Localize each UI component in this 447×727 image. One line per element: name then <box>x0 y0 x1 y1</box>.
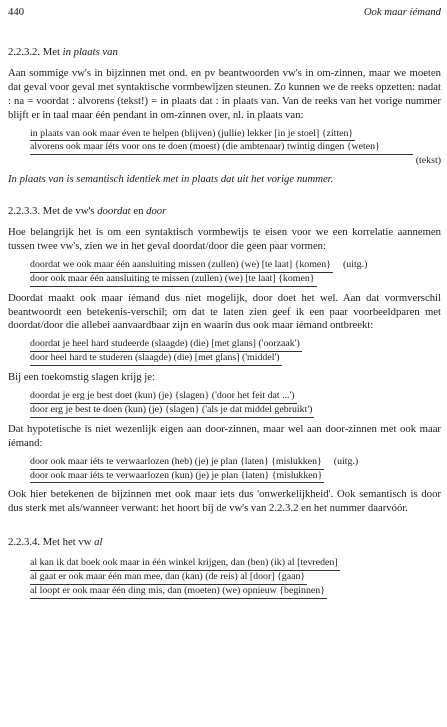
example-line: door ook maar één aansluiting te missen (zullen) (we) [te laat] {komen} <box>30 273 317 287</box>
source-note: (tekst) <box>415 155 441 167</box>
example-block <box>30 557 441 599</box>
example-line: al loopt er ook maar één ding mis, dan (moeten) (we) opnieuw {beginnen} <box>30 585 327 599</box>
running-header <box>8 6 441 20</box>
example-block <box>30 456 441 484</box>
example-block <box>30 390 441 418</box>
example-line: alvorens ook maar íéts voor ons te doen (moest) (die ambtenaar) twintig dingen {weten} <box>30 141 413 155</box>
example-note: (uitg.) <box>342 259 368 271</box>
paragraph: Bij een toekomstig slagen krijg je: <box>8 371 155 384</box>
paragraph: In plaats van is semantisch identiek met in plaats dat uit het vorige nummer. <box>8 173 334 186</box>
example-block <box>30 259 441 287</box>
example-block <box>30 338 441 366</box>
example-line: al gaat er ook maar één man mee, dan (kan) (de reis) al [door] {gaan} <box>30 571 307 585</box>
paragraph: Aan sommige vw's in bijzinnen met ond. en pv beantwoorden vw's in om-zinnen, maar we moeten dat geval voor geval met syntaktische vormbewijzen steunen. Zo kunnen we de reeks opzetten: nadat : na = voordat : alvorens (tekst!) = in plaats dat : in plaats van. Van de reeks van het vorige nummer blijft er in taal maar één pendant in om-zinnen over, nl. in plaats van: <box>8 66 441 121</box>
example-line: door erg je best te doen (kun) (je) {slagen} ('als je dat middel gebruikt') <box>30 404 314 418</box>
paragraph: Doordat maakt ook maar íémand dus niet mogelijk, door doet het wel. Aan dat vormverschil beantwoordt een betekenis-verschil; om dat te laten zien geef ik een paar voorbeeldparen met doordat/door die allebei aanvaardbaar zijn en waarin dus ook maar íémand ontbreekt: <box>8 291 441 332</box>
example-line: in plaats van ook maar éven te helpen (blijven) (jullie) lekker [in je stoel] {zitten} <box>30 128 355 142</box>
example-line: doordat we ook maar één aansluiting missen (zullen) (we) [te laat] {komen} <box>30 259 333 273</box>
paragraph: Hoe belangrijk het is om een syntaktisch vormbewijs te eisen voor we een korrelatie aannemen tussen twee vw's, zien we in het geval doordat/door die geen paar vormen: <box>8 226 441 252</box>
example-line: al kan ik dat boek ook maar in één winkel krijgen, dan (ben) (ik) al [tevreden] <box>30 557 340 571</box>
example-line: door heel hard te studeren (slaagde) (die) [met glans] ('middel') <box>30 352 282 366</box>
paragraph: Ook hier betekenen de bijzinnen met ook maar iets dus 'onwerkelijkheid'. Ook semantisch is door dus sterk met als/wanneer verwant: het hoort bij de vw's van 2.2.3.2 en het nummer daarvóór. <box>8 488 441 515</box>
section-heading-2-2-3-3: 2.2.3.3. Met de vw's doordat en door <box>8 205 167 218</box>
page-number: 440 <box>8 6 25 18</box>
section-heading-2-2-3-4: 2.2.3.4. Met het vw al <box>8 536 103 549</box>
section-heading-2-2-3-2: 2.2.3.2. Met in plaats van <box>8 46 118 58</box>
example-line: door ook maar íéts te verwaarlozen (heb) (je) je plan {laten} {mislukken} <box>30 456 324 470</box>
example-block <box>30 128 441 169</box>
example-line: door ook maar íéts te verwaarlozen (kun) (je) je plan {laten} {mislukken} <box>30 470 324 484</box>
example-line: doordat je heel hard studeerde (slaagde) (die) [met glans] ('oorzaak') <box>30 338 302 352</box>
example-line: doordat je erg je best doet (kun) (je) {slagen} ('door het feit dat ...') <box>30 390 297 404</box>
paragraph: Dat hypotetische is niet wezenlijk eigen aan door-zinnen, maar wel aan door-zinnen met ook maar íémand: <box>8 422 441 449</box>
running-title: Ook maar íémand <box>363 6 441 18</box>
example-note: (uitg.) <box>333 456 359 468</box>
